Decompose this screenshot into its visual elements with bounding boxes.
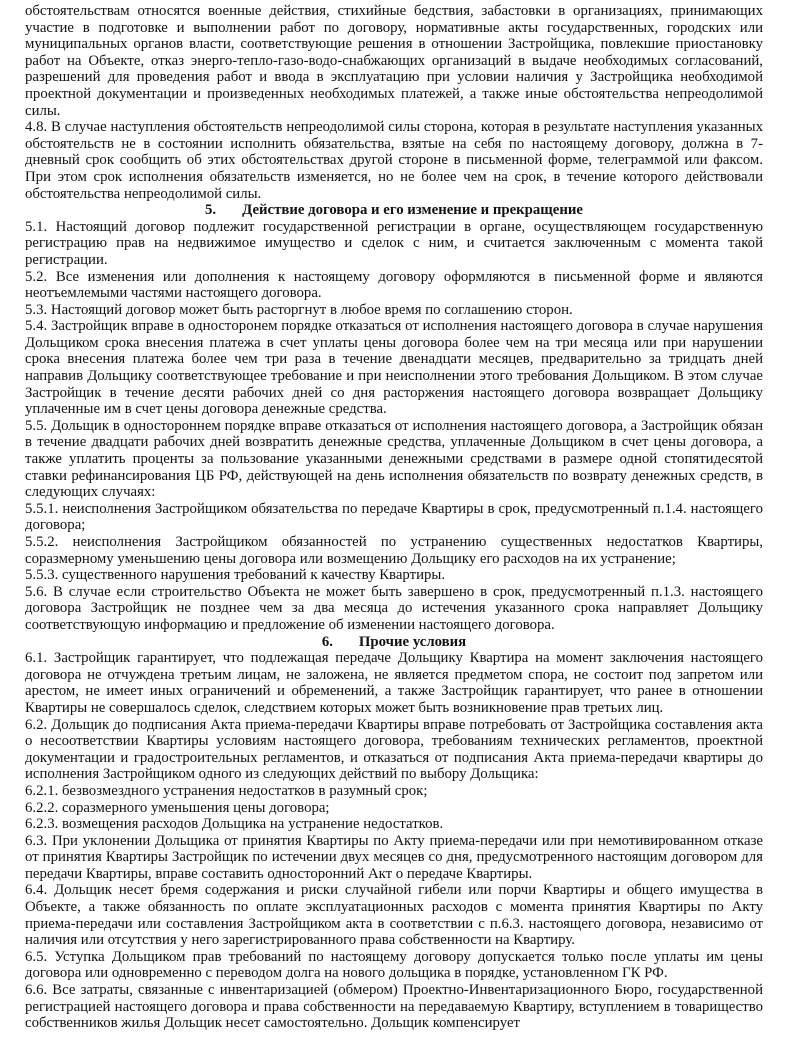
section-number: 5. — [204, 202, 217, 219]
contract-paragraph: 6.2.2. соразмерного уменьшения цены договора; — [25, 799, 330, 816]
section-heading — [25, 202, 763, 219]
section-heading — [25, 634, 763, 651]
contract-paragraph: 6.4. Дольщик несет бремя содержания и риски случайной гибели или порчи Квартиры и общего имущества в Объекте, а также обязанность по оплате эксплуатационных расходов с момента принятия Квартиры по Акту приема-передачи или составления Застройщиком акта в соответствии с п.6.3. настоящего договора, независимо от наличия или отсутствия у него зарегистрированного права собственности на Квартиру. — [25, 882, 763, 949]
contract-paragraph: 5.5.1. неисполнения Застройщиком обязательства по передаче Квартиры в срок, предусмотренный п.1.4. настоящего договора; — [25, 500, 763, 534]
section-title: Действие договора и его изменение и прекращение — [242, 202, 583, 219]
contract-paragraph: 6.3. При уклонении Дольщика от принятия Квартиры по Акту приема-передачи или при немотивированном отказе от принятия Квартиры Застройщик по истечении двух месяцев со дня, предусмотренного настоящим договором для передачи Квартиры, вправе составить односторонний Акт о передаче Квартиры. — [25, 832, 763, 882]
document-body — [25, 3, 763, 1032]
contract-paragraph: 5.4. Застройщик вправе в одностoронем порядке отказаться от исполнения настоящего договора в случае нарушения Дольщиком срока внесения платежа в счет уплаты цены договора более чем на три месяца или при нарушении срока внесения платежа более чем три раза в течение двенадцати месяцев, предварительно за тридцать дней направив Дольщику соответствующее требование и при неисполнении этого требования Дольщиком. В этом случае Застройщик в течение десяти рабочих дней со дня расторжения настоящего договора возвращает Дольщику уплаченные им в счет цены договора денежные средства. — [25, 318, 763, 418]
contract-paragraph: 5.6. В случае если строительство Объекта не может быть завершено в срок, предусмотренный п.1.3. настоящего договора Застройщик не позднее чем за два месяца до истечения указанного срока направляет Дольщику соответствующую информацию и предложение об изменении настоящего договора. — [25, 583, 763, 633]
contract-paragraph: 5.5. Дольщик в одностороннем порядке вправе отказаться от исполнения настоящего договора, а Застройщик обязан в течение двадцати рабочих дней возвратить денежные средства, уплаченные Дольщиком в счет цены договора, а также уплатить проценты за пользование указанными денежными средствами в размере одной стопятидесятой ставки рефинансирования ЦБ РФ, действующей на день исполнения обязательств по возврату денежных средств, в следующих случаях: — [25, 417, 763, 501]
contract-paragraph: 6.5. Уступка Дольщиком прав требований по настоящему договору допускается только после уплаты им цены договора или одновременно с переводом долга на нового дольщика в порядке, установленном ГК РФ. — [25, 948, 763, 982]
contract-paragraph: 6.2.3. возмещения расходов Дольщика на устранение недостатков. — [25, 816, 444, 833]
contract-paragraph: 5.5.2. неисполнения Застройщиком обязанностей по устранению существенных недостатков Квартиры, соразмерному уменьшению цены договора или возмещению Дольщику его расходов на их устранение; — [25, 534, 763, 567]
contract-paragraph: 6.2.1. безвозмездного устранения недостатков в разумный срок; — [25, 782, 428, 799]
contract-paragraph: 6.2. Дольщик до подписания Акта приема-передачи Квартиры вправе потребовать от Застройщика составления акта о несоответствии Квартиры условиям настоящего договора, требованиям технических регламентов, проектной документации и градостроительных регламентов, и отказаться от подписания Акта приема-передачи квартиры до исполнения Застройщиком одного из следующих действий по выбору Дольщика: — [25, 716, 763, 783]
section-title: Прочие условия — [358, 633, 467, 650]
contract-paragraph: 5.2. Все изменения или дополнения к настоящему договору оформляются в письменной форме и являются неотъемлемыми частями настоящего договора. — [25, 268, 763, 302]
contract-paragraph: 5.3. Настоящий договор может быть расторгнут в любое время по соглашению сторон. — [25, 301, 573, 318]
contract-paragraph: 6.1. Застройщик гарантирует, что подлежащая передаче Дольщику Квартира на момент заключения настоящего договора не отчуждена третьим лицам, не заложена, не является предметом спора, не состоит под запретом или арестом, не имеет иных ограничений и обременений, а также Застройщик гарантирует, что ранее в отношении Квартиры не совершалось сделок, следствием которых может быть возникновение прав третьих лиц. — [25, 650, 763, 716]
contract-paragraph: обстоятельствам относятся военные действия, стихийные бедствия, забастовки в организациях, принимающих участие в подготовке и выполнении работ по договору, нормативные акты государственных, городских или муниципальных органов власти, соответствующие решения в отношении Застройщика, повлекшие приостановку работ на Объекте, отказ энерго-тепло-газо-водо-снабжающих организаций в выдаче необходимых согласований, разрешений для проведения работ и ввода в эксплуатацию при условии наличия у Застройщика необходимой проектной документации и произведенных необходимых платежей, а также иные обстоятельства непреодолимой силы. — [25, 3, 763, 119]
contract-paragraph: 4.8. В случае наступления обстоятельств непреодолимой силы сторона, которая в результате наступления указанных обстоятельств не в состоянии исполнить обязательства, взятые на себя по настоящему договору, должна в 7-дневный срок сообщить об этих обстоятельствах другой стороне в письменной форме, телеграммой или факсом. При этом срок исполнения обязательств изменяется, но не более чем на срок, в течение которого действовали обстоятельства непреодолимой силы. — [25, 119, 763, 202]
section-number: 6. — [321, 633, 333, 650]
contract-paragraph: 5.1. Настоящий договор подлежит государственной регистрации в органе, осуществляющем государственную регистрацию прав на недвижимое имущество и сделок с ним, и считается заключенным с момента такой регистрации. — [25, 218, 763, 268]
contract-paragraph: 6.6. Все затраты, связанные с инвентаризацией (обмером) Проектно-Инвентаризационного Бюро, государственной регистрацией настоящего договора и права собственности на передаваемую Квартиру, вступлением в товарищество собственников жилья Дольщик несет самостоятельно. Дольщик компенсирует — [25, 982, 763, 1032]
contract-paragraph: 5.5.3. существенного нарушения требований к качеству Квартиры. — [25, 567, 446, 584]
